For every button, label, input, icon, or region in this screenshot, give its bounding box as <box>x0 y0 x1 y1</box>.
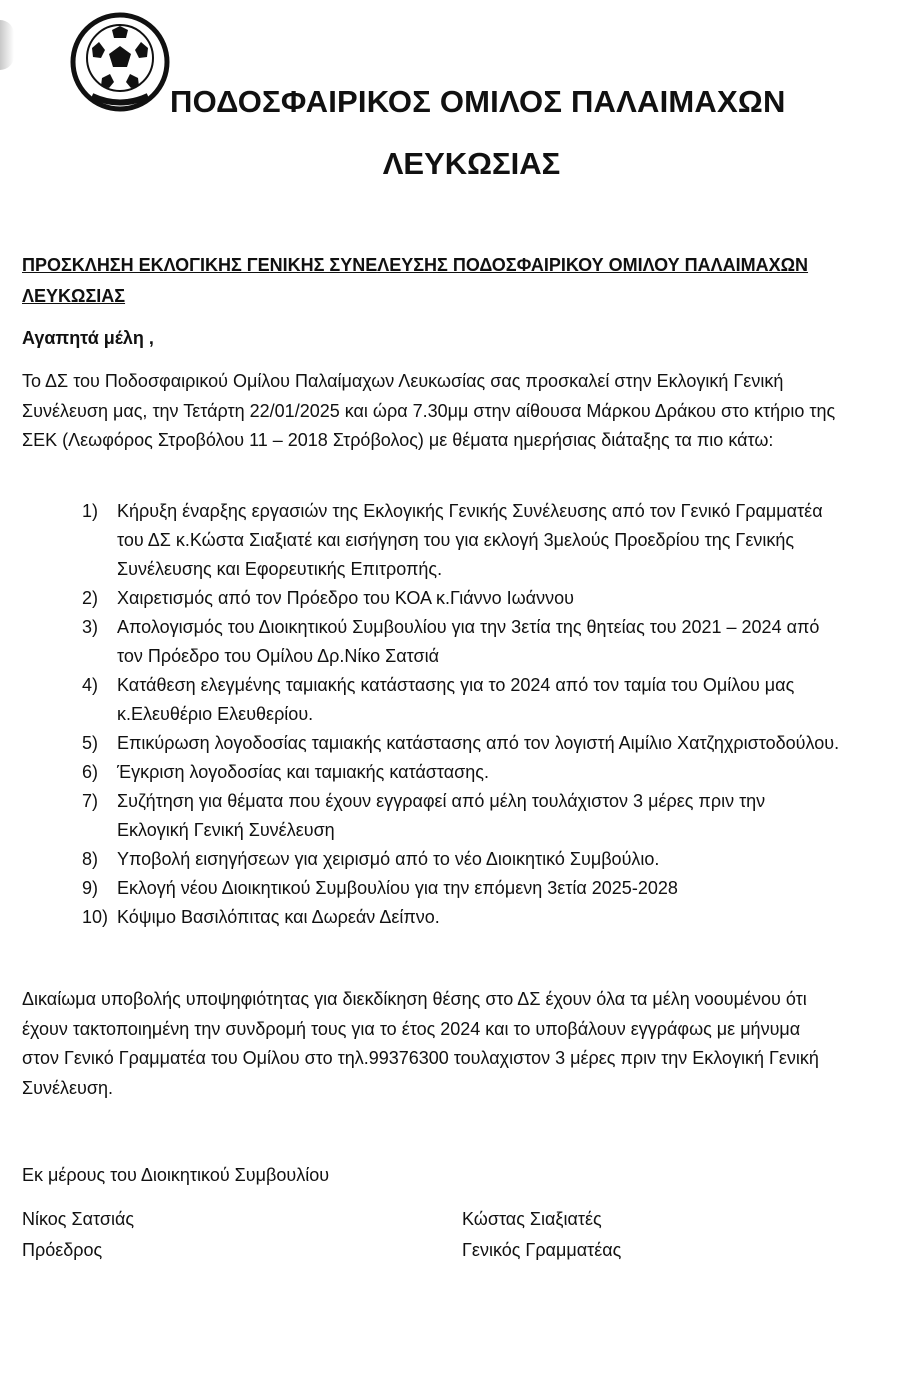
invitation-subject: ΠΡΟΣΚΛΗΣΗ ΕΚΛΟΓΙΚΗΣ ΓΕΝΙΚΗΣ ΣΥΝΕΛΕΥΣΗΣ ΠΟΔΟΣΦΑΙΡΙΚΟΥ ΟΜΙΛΟΥ ΠΑΛΑΙΜΑΧΩΝ ΛΕΥΚΩΣΙΑΣ <box>22 255 809 306</box>
agenda-item-text: Χαιρετισμός από τον Πρόεδρο του ΚΟΑ κ.Γιάννο Ιωάννου <box>117 588 574 608</box>
club-name-line2: ΛΕΥΚΩΣΙΑΣ <box>382 146 561 181</box>
intro-paragraph: Το ΔΣ του Ποδοσφαιρικού Ομίλου Παλαίμαχων Λευκωσίας σας προσκαλεί στην Εκλογική Γενική Συνέλευση μας, την Τετάρτη 22/01/2025 και ώρα 7.30μμ στην αίθουσα Μάρκου Δράκου στο κτήριο της ΣΕΚ (Λεωφόρος Στροβόλου 11 – 2018 Στρόβολος) με θέματα ημερήσιας διάταξης τα πιο κάτω: <box>22 371 836 450</box>
agenda-item-text: Επικύρωση λογοδοσίας ταμιακής κατάστασης από τον λογιστή Αιμίλιο Χατζηχριστοδούλου. <box>117 733 840 753</box>
agenda-item <box>20 845 840 874</box>
eligibility-paragraph: Δικαίωμα υποβολής υποψηφιότητας για διεκδίκηση θέσης στο ΔΣ έχουν όλα τα μέλη νοουμένου ότι έχουν τακτοποιημένη την συνδρομή τους για το έτος 2024 και το υποβάλουν εγγράφως με μήνυμα στον Γενικό Γραμματέα του Ομίλου στο τηλ.99376300 τουλαχιστον 3 μέρες πριν την Εκλογική Γενική Συνέλευση. <box>22 989 819 1098</box>
president-title: Πρόεδρος <box>22 1240 103 1260</box>
agenda-item-number: 1) <box>82 501 99 521</box>
football-club-logo-icon <box>70 12 170 112</box>
agenda-item <box>20 497 840 584</box>
agenda-item <box>20 613 840 671</box>
agenda-item-text: Συζήτηση για θέματα που έχουν εγγραφεί από μέλη τουλάχιστον 3 μέρες πριν την Εκλογική Γενική Συνέλευση <box>117 791 766 840</box>
agenda-item <box>20 671 840 729</box>
greeting: Αγαπητά μέλη , <box>22 328 154 348</box>
president-name: Νίκος Σατσιάς <box>22 1209 135 1229</box>
agenda-list <box>20 497 840 932</box>
agenda-item-number: 9) <box>82 878 99 898</box>
agenda-item-text: Κήρυξη έναρξης εργασιών της Εκλογικής Γενικής Συνέλευσης από τον Γενικό Γραμματέα του ΔΣ κ.Κώστα Σιαξιατέ και εισήγηση του για εκλογή 3μελούς Προεδρίου της Γενικής Συνέλευσης και Εφορευτικής Επιτροπής. <box>117 501 823 579</box>
agenda-item-text: Απολογισμός του Διοικητικού Συμβουλίου για την 3ετία της θητείας του 2021 – 2024 από τον Πρόεδρο του Ομίλου Δρ.Νίκο Σατσιά <box>117 617 820 666</box>
agenda-item-text: Εκλογή νέου Διοικητικού Συμβουλίου για την επόμενη 3ετία 2025-2028 <box>117 878 678 898</box>
agenda-item <box>20 729 840 758</box>
agenda-item-number: 6) <box>82 762 99 782</box>
agenda-item <box>20 758 840 787</box>
agenda-item-number: 8) <box>82 849 99 869</box>
secretary-name: Κώστας Σιαξιατές <box>462 1209 602 1229</box>
agenda-item-number: 7) <box>82 791 99 811</box>
agenda-item-number: 10) <box>82 907 109 927</box>
agenda-item-number: 3) <box>82 617 99 637</box>
agenda-item-number: 2) <box>82 588 99 608</box>
club-name-line1: ΠΟΔΟΣΦΑΙΡΙΚΟΣ ΟΜΙΛΟΣ ΠΑΛΑΙΜΑΧΩΝ <box>170 84 786 119</box>
page-edge-shadow <box>0 20 14 70</box>
on-behalf-line: Εκ μέρους του Διοικητικού Συμβουλίου <box>22 1165 330 1185</box>
agenda-item-number: 5) <box>82 733 99 753</box>
secretary-title: Γενικός Γραμματέας <box>462 1240 622 1260</box>
agenda-item-text: Υποβολή εισηγήσεων για χειρισμό από το νέο Διοικητικό Συμβούλιο. <box>117 849 660 869</box>
agenda-item <box>20 584 840 613</box>
agenda-item-text: Κόψιμο Βασιλόπιτας και Δωρεάν Δείπνο. <box>117 907 440 927</box>
agenda-item <box>20 903 840 932</box>
agenda-item-text: Κατάθεση ελεγμένης ταμιακής κατάστασης για το 2024 από τον ταμία του Ομίλου μας κ.Ελευθέριο Ελευθερίου. <box>117 675 795 724</box>
agenda-item-number: 4) <box>82 675 99 695</box>
agenda-item-text: Έγκριση λογοδοσίας και ταμιακής κατάστασης. <box>117 762 489 782</box>
agenda-item <box>20 874 840 903</box>
agenda-item <box>20 787 840 845</box>
